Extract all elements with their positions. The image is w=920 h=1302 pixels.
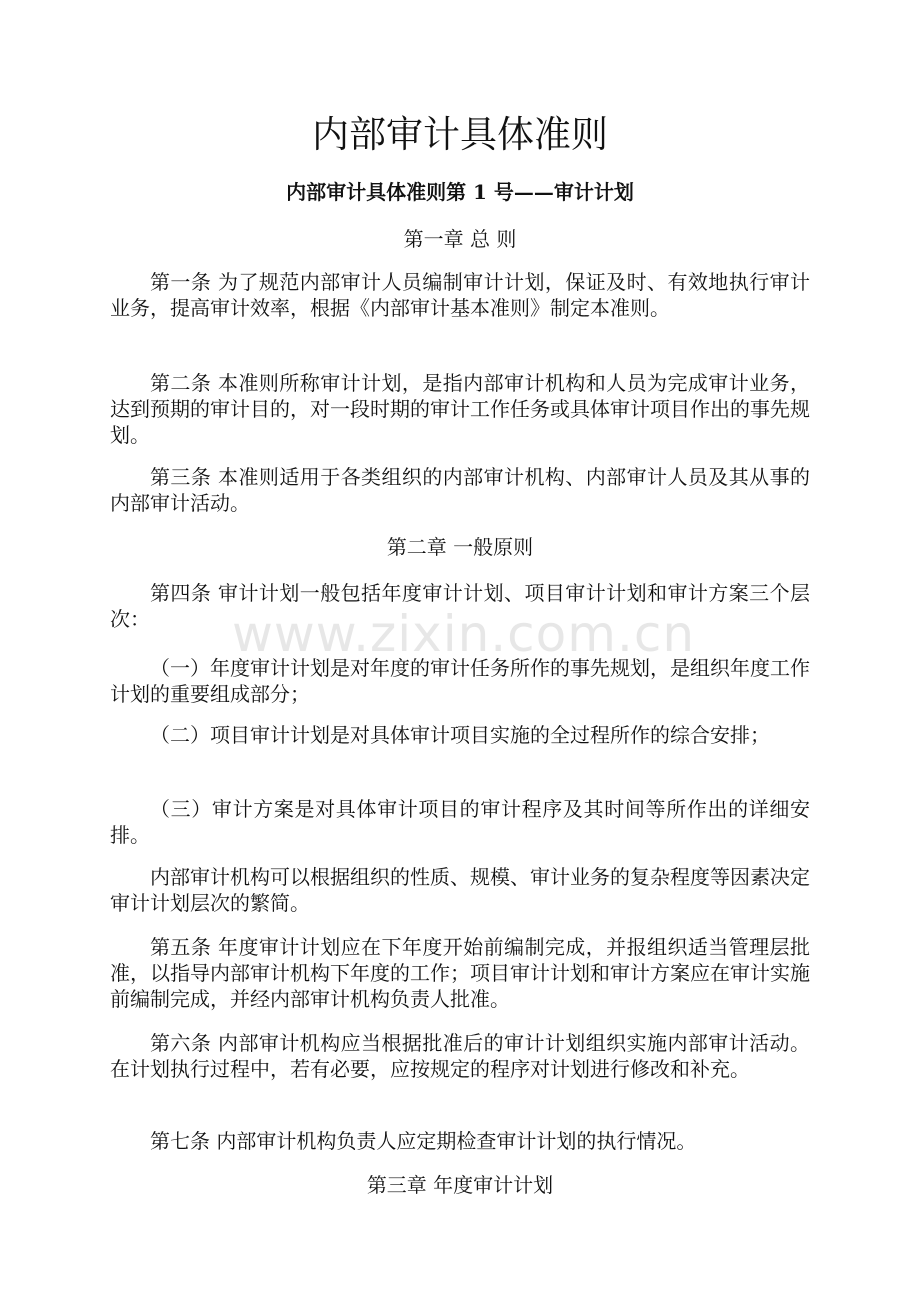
- article-paragraph: 第五条 年度审计计划应在下年度开始前编制完成，并报组织适当管理层批准，以指导内部审计机构下年度的工作；项目审计计划和审计方案应在审计实施前编制完成，并经内部审计机构负责人批准。: [110, 935, 810, 1011]
- document-subtitle: 内部审计具体准则第 1 号——审计计划: [286, 180, 634, 204]
- article-paragraph: 第六条 内部审计机构应当根据批准后的审计计划组织实施内部审计活动。在计划执行过程中，若有必要，应按规定的程序对计划进行修改和补充。: [110, 1031, 810, 1081]
- article-paragraph: 内部审计机构可以根据组织的性质、规模、审计业务的复杂程度等因素决定审计计划层次的繁简。: [110, 865, 810, 915]
- chapter-heading: 第三章 年度审计计划: [366, 1173, 554, 1197]
- article-paragraph: 第二条 本准则所称审计计划，是指内部审计机构和人员为完成审计业务，达到预期的审计目的，对一段时期的审计工作任务或具体审计项目作出的事先规划。: [110, 371, 810, 447]
- article-paragraph: （一）年度审计计划是对年度的审计任务所作的事先规划，是组织年度工作计划的重要组成部分；: [110, 656, 810, 706]
- article-paragraph: 第七条 内部审计机构负责人应定期检查审计计划的执行情况。: [150, 1129, 697, 1153]
- article-paragraph: 第四条 审计计划一般包括年度审计计划、项目审计计划和审计方案三个层次：: [110, 581, 810, 631]
- chapter-heading: 第二章 一般原则: [386, 535, 534, 559]
- article-paragraph: （三）审计方案是对具体审计项目的审计程序及其时间等所作出的详细安排。: [110, 797, 810, 847]
- article-paragraph: 第一条 为了规范内部审计人员编制审计计划，保证及时、有效地执行审计业务，提高审计效率，根据《内部审计基本准则》制定本准则。: [110, 270, 810, 320]
- article-paragraph: 第三条 本准则适用于各类组织的内部审计机构、内部审计人员及其从事的内部审计活动。: [110, 465, 810, 515]
- document-title: 内部审计具体准则: [312, 113, 608, 156]
- article-paragraph: （二）项目审计计划是对具体审计项目实施的全过程所作的综合安排；: [150, 723, 770, 747]
- watermark: www.zixin.com.cn: [232, 605, 696, 663]
- chapter-heading: 第一章 总 则: [403, 227, 517, 251]
